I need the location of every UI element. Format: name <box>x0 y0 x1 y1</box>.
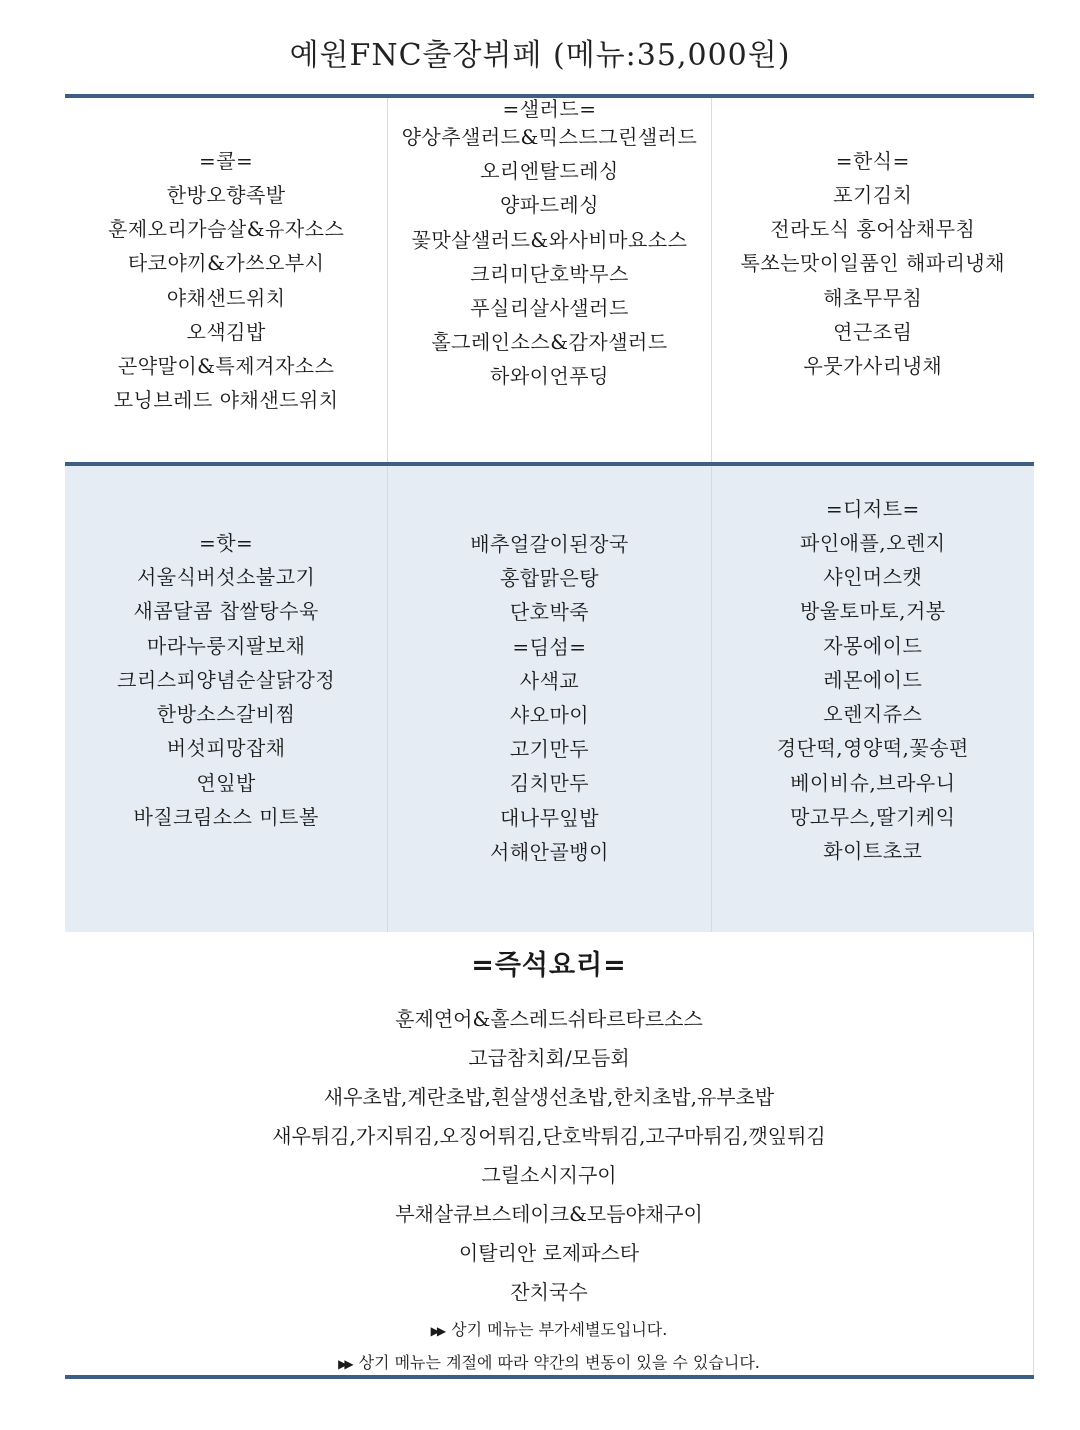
menu-item: 방울토마토,거봉 <box>800 599 946 624</box>
menu-item: 하와이언푸딩 <box>490 364 609 389</box>
menu-item: 홀그레인소스&감자샐러드 <box>431 330 668 355</box>
bottom-divider <box>65 1375 1034 1379</box>
dessert-section <box>711 466 1034 932</box>
notes <box>65 1314 1033 1380</box>
menu-item: 파인애플,오렌지 <box>800 531 946 556</box>
menu-item: 훈제오리가슴살&유자소스 <box>108 217 345 242</box>
section-header: =디저트= <box>825 496 920 521</box>
menu-item: 마라누룽지팔보채 <box>146 633 306 658</box>
menu-item: 푸실리살사샐러드 <box>470 296 629 321</box>
menu-item: 대나무잎밥 <box>499 805 600 830</box>
menu-item: 김치만두 <box>509 771 590 796</box>
menu-item: 오리엔탈드레싱 <box>480 159 619 184</box>
seasonal-note-text: 상기 메뉴는 계절에 따라 약간의 변동이 있을 수 있습니다. <box>358 1353 760 1372</box>
menu-item: 서울식버섯소불고기 <box>136 565 316 590</box>
menu-item: 양파드레싱 <box>499 193 600 218</box>
menu-item: 고급참치회/모듬회 <box>468 1046 630 1070</box>
menu-item: 전라도식 홍어삼채무침 <box>770 217 976 242</box>
menu-item: 사색교 <box>519 668 580 693</box>
cold-section <box>65 98 387 463</box>
menu-item: 타코야끼&가쓰오부시 <box>127 251 325 276</box>
menu-item: 그릴소시지구이 <box>481 1163 617 1187</box>
menu-item: 새콤달콤 찹쌀탕수육 <box>133 599 319 624</box>
menu-item: 망고무스,딸기케익 <box>790 804 956 829</box>
menu-item: 새우튀김,가지튀김,오징어튀김,단호박튀김,고구마튀김,깻잎튀김 <box>272 1124 826 1148</box>
menu-item: 단호박죽 <box>509 600 590 625</box>
menu-item: 레몬에이드 <box>823 667 923 692</box>
menu-item: 베이비슈,브라우니 <box>790 770 956 795</box>
menu-item: 바질크림소스 미트볼 <box>133 804 319 829</box>
menu-item: 버섯피망잡채 <box>166 736 286 761</box>
page-title: 예원FNC출장뷔페 (메뉴:35,000원) <box>289 38 791 73</box>
menu-row-cold <box>65 98 1034 463</box>
live-cooking-section <box>65 932 1034 1375</box>
korean-section <box>711 98 1034 463</box>
section-header: =즉석요리= <box>471 950 627 981</box>
menu-item: 한방오향족발 <box>166 182 286 207</box>
menu-item: 포기김치 <box>833 182 913 207</box>
menu-item: 연잎밥 <box>196 770 256 795</box>
menu-item: 한방소스갈비찜 <box>156 702 296 727</box>
menu-item: 홍합맑은탕 <box>499 566 600 591</box>
section-header: =핫= <box>198 531 254 556</box>
fast-forward-icon: ▶▶ <box>338 1357 351 1371</box>
section-header: =한식= <box>835 148 910 173</box>
menu-item: 고기만두 <box>509 737 590 762</box>
menu-item: 잔치국수 <box>510 1280 588 1304</box>
menu-item: 훈제연어&홀스레드쉬타르타르소스 <box>395 1007 703 1031</box>
section-header: =샐러드= <box>502 97 597 121</box>
soup-dimsum-section <box>387 466 710 932</box>
menu-item: 모닝브레드 야채샌드위치 <box>113 388 339 413</box>
menu-item: 화이트초코 <box>823 838 923 863</box>
section-header: =딤섬= <box>512 634 587 659</box>
menu-item: 크리스피양념순살닭강정 <box>117 667 336 692</box>
salad-section <box>387 98 710 463</box>
menu-item: 야채샌드위치 <box>166 285 286 310</box>
menu-item: 크리미단호박무스 <box>470 261 629 286</box>
menu-item: 오렌지쥬스 <box>823 702 923 727</box>
menu-item: 톡쏘는맛이일품인 해파리냉채 <box>740 251 1006 276</box>
menu-item: 샤오마이 <box>509 703 590 727</box>
menu-item: 새우초밥,계란초밥,흰살생선초밥,한치초밥,유부초밥 <box>323 1085 775 1109</box>
menu-item: 부채살큐브스테이크&모듬야채구이 <box>395 1202 703 1226</box>
menu-item: 배추얼갈이된장국 <box>470 531 629 556</box>
menu-item: 자몽에이드 <box>823 633 923 658</box>
menu-item: 서해안골뱅이 <box>490 839 609 864</box>
menu-row-hot <box>65 466 1034 932</box>
live-cooking-list <box>65 1000 1033 1312</box>
menu-item: 샤인머스캣 <box>823 565 923 590</box>
menu-item: 우뭇가사리냉채 <box>803 353 943 378</box>
menu-item: 꽃맛살샐러드&와사비마요소스 <box>411 227 688 252</box>
menu-item: 오색김밥 <box>186 319 266 344</box>
hot-section <box>65 466 387 932</box>
menu-item: 해초무무침 <box>823 285 923 310</box>
menu-item: 경단떡,영양떡,꽃송편 <box>776 736 969 761</box>
section-header: =콜= <box>198 148 254 173</box>
vat-note-text: 상기 메뉴는 부가세별도입니다. <box>451 1320 668 1339</box>
vat-note <box>65 1314 1033 1347</box>
fast-forward-icon: ▶▶ <box>430 1324 444 1338</box>
menu-item: 연근조림 <box>833 319 913 344</box>
menu-item: 곤약말이&특제겨자소스 <box>117 353 335 378</box>
menu-item: 이탈리안 로제파스타 <box>458 1241 640 1265</box>
menu-item: 양상추샐러드&믹스드그린샐러드 <box>401 125 698 149</box>
